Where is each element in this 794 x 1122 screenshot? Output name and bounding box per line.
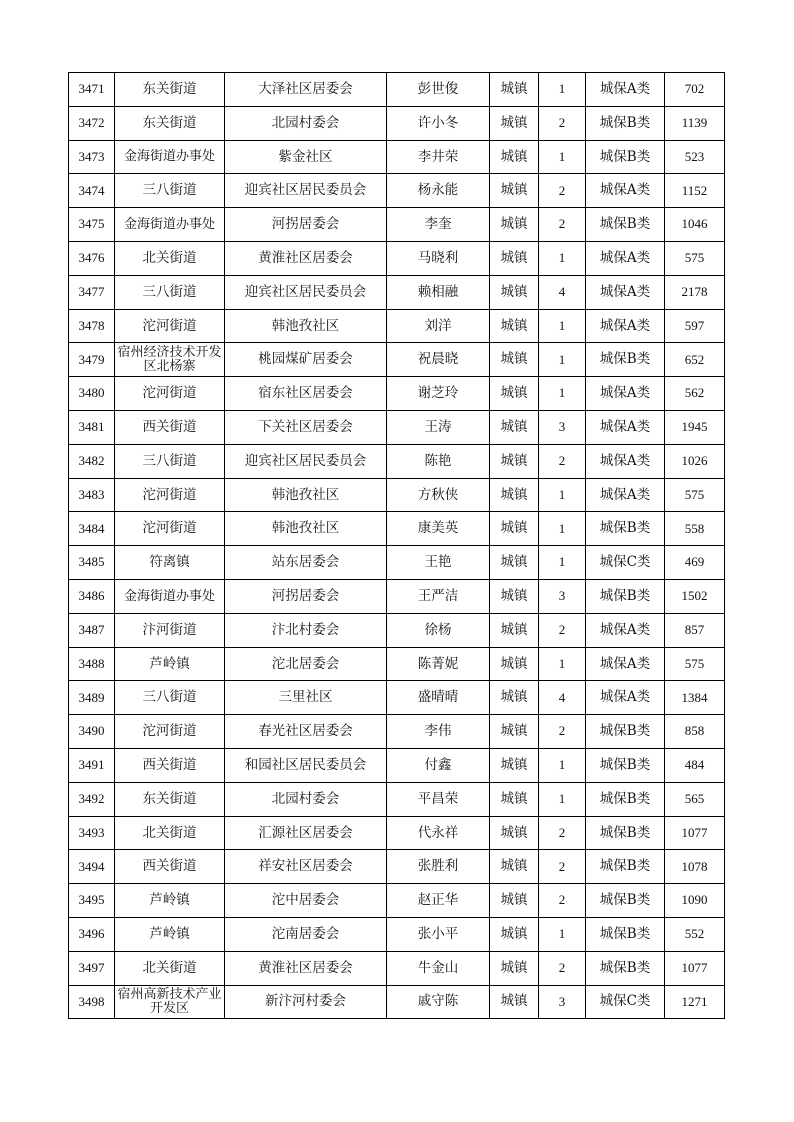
community-cell: 下关社区居委会: [225, 410, 387, 444]
row-id-cell: 3494: [69, 850, 115, 884]
area-type-cell: 城镇: [490, 647, 539, 681]
street-cell: 沱河街道: [115, 478, 225, 512]
street-cell: 汴河街道: [115, 613, 225, 647]
insurance-category-cell: 城保B类: [586, 782, 665, 816]
community-cell: 韩池孜社区: [225, 478, 387, 512]
name-cell: 李奎: [387, 208, 490, 242]
household-count-cell: 1: [539, 140, 586, 174]
street-cell: 沱河街道: [115, 512, 225, 546]
amount-cell: 575: [665, 478, 725, 512]
community-cell: 北园村委会: [225, 782, 387, 816]
household-count-cell: 1: [539, 309, 586, 343]
household-count-cell: 2: [539, 715, 586, 749]
insurance-category-cell: 城保A类: [586, 613, 665, 647]
row-id-cell: 3481: [69, 410, 115, 444]
community-cell: 黄淮社区居委会: [225, 951, 387, 985]
data-table: [68, 72, 725, 1019]
household-count-cell: 4: [539, 275, 586, 309]
community-cell: 韩池孜社区: [225, 309, 387, 343]
insurance-category-cell: 城保B类: [586, 884, 665, 918]
household-count-cell: 1: [539, 917, 586, 951]
community-cell: 祥安社区居委会: [225, 850, 387, 884]
household-count-cell: 1: [539, 241, 586, 275]
name-cell: 平昌荣: [387, 782, 490, 816]
area-type-cell: 城镇: [490, 444, 539, 478]
name-cell: 陈艳: [387, 444, 490, 478]
table-row: [69, 850, 725, 884]
community-cell: 迎宾社区居民委员会: [225, 275, 387, 309]
name-cell: 张小平: [387, 917, 490, 951]
area-type-cell: 城镇: [490, 208, 539, 242]
amount-cell: 562: [665, 377, 725, 411]
area-type-cell: 城镇: [490, 985, 539, 1019]
household-count-cell: 1: [539, 478, 586, 512]
insurance-category-cell: 城保B类: [586, 951, 665, 985]
area-type-cell: 城镇: [490, 106, 539, 140]
insurance-category-cell: 城保B类: [586, 140, 665, 174]
table-row: [69, 275, 725, 309]
table-row: [69, 546, 725, 580]
row-id-cell: 3488: [69, 647, 115, 681]
insurance-category-cell: 城保A类: [586, 681, 665, 715]
insurance-category-cell: 城保C类: [586, 546, 665, 580]
household-count-cell: 2: [539, 106, 586, 140]
table-row: [69, 377, 725, 411]
community-cell: 河拐居委会: [225, 208, 387, 242]
area-type-cell: 城镇: [490, 546, 539, 580]
amount-cell: 1046: [665, 208, 725, 242]
table-row: [69, 343, 725, 377]
insurance-category-cell: 城保B类: [586, 816, 665, 850]
name-cell: 戚守陈: [387, 985, 490, 1019]
name-cell: 康美英: [387, 512, 490, 546]
household-count-cell: 1: [539, 647, 586, 681]
area-type-cell: 城镇: [490, 140, 539, 174]
name-cell: 代永祥: [387, 816, 490, 850]
amount-cell: 575: [665, 241, 725, 275]
amount-cell: 857: [665, 613, 725, 647]
row-id-cell: 3474: [69, 174, 115, 208]
table-row: [69, 512, 725, 546]
street-cell: 宿州高新技术产业开发区: [115, 985, 225, 1019]
amount-cell: 523: [665, 140, 725, 174]
community-cell: 春光社区居委会: [225, 715, 387, 749]
insurance-category-cell: 城保B类: [586, 748, 665, 782]
insurance-category-cell: 城保A类: [586, 309, 665, 343]
insurance-category-cell: 城保B类: [586, 917, 665, 951]
street-cell: 符离镇: [115, 546, 225, 580]
insurance-category-cell: 城保A类: [586, 241, 665, 275]
name-cell: 彭世俊: [387, 73, 490, 107]
row-id-cell: 3482: [69, 444, 115, 478]
community-cell: 沱中居委会: [225, 884, 387, 918]
table-row: [69, 782, 725, 816]
insurance-category-cell: 城保B类: [586, 579, 665, 613]
household-count-cell: 1: [539, 748, 586, 782]
table-row: [69, 917, 725, 951]
area-type-cell: 城镇: [490, 478, 539, 512]
area-type-cell: 城镇: [490, 917, 539, 951]
community-cell: 大泽社区居委会: [225, 73, 387, 107]
name-cell: 赖相融: [387, 275, 490, 309]
insurance-category-cell: 城保B类: [586, 512, 665, 546]
street-cell: 金海街道办事处: [115, 579, 225, 613]
amount-cell: 575: [665, 647, 725, 681]
household-count-cell: 1: [539, 512, 586, 546]
community-cell: 韩池孜社区: [225, 512, 387, 546]
area-type-cell: 城镇: [490, 681, 539, 715]
area-type-cell: 城镇: [490, 309, 539, 343]
street-cell: 西关街道: [115, 850, 225, 884]
insurance-category-cell: 城保A类: [586, 410, 665, 444]
street-cell: 北关街道: [115, 951, 225, 985]
table-row: [69, 579, 725, 613]
street-cell: 西关街道: [115, 410, 225, 444]
area-type-cell: 城镇: [490, 951, 539, 985]
table-row: [69, 309, 725, 343]
insurance-category-cell: 城保A类: [586, 174, 665, 208]
household-count-cell: 2: [539, 444, 586, 478]
street-cell: 芦岭镇: [115, 647, 225, 681]
amount-cell: 2178: [665, 275, 725, 309]
household-count-cell: 1: [539, 782, 586, 816]
area-type-cell: 城镇: [490, 748, 539, 782]
table-row: [69, 951, 725, 985]
name-cell: 赵正华: [387, 884, 490, 918]
amount-cell: 1026: [665, 444, 725, 478]
area-type-cell: 城镇: [490, 275, 539, 309]
table-row: [69, 208, 725, 242]
amount-cell: 1077: [665, 816, 725, 850]
name-cell: 谢芝玲: [387, 377, 490, 411]
area-type-cell: 城镇: [490, 850, 539, 884]
amount-cell: 1139: [665, 106, 725, 140]
table-body: [69, 73, 725, 1019]
insurance-category-cell: 城保B类: [586, 850, 665, 884]
name-cell: 李井荣: [387, 140, 490, 174]
row-id-cell: 3489: [69, 681, 115, 715]
table-row: [69, 715, 725, 749]
row-id-cell: 3475: [69, 208, 115, 242]
table-row: [69, 174, 725, 208]
amount-cell: 469: [665, 546, 725, 580]
name-cell: 付鑫: [387, 748, 490, 782]
row-id-cell: 3473: [69, 140, 115, 174]
household-count-cell: 1: [539, 343, 586, 377]
area-type-cell: 城镇: [490, 410, 539, 444]
household-count-cell: 3: [539, 410, 586, 444]
household-count-cell: 2: [539, 613, 586, 647]
amount-cell: 552: [665, 917, 725, 951]
street-cell: 沱河街道: [115, 715, 225, 749]
name-cell: 许小冬: [387, 106, 490, 140]
name-cell: 刘洋: [387, 309, 490, 343]
household-count-cell: 1: [539, 377, 586, 411]
name-cell: 王艳: [387, 546, 490, 580]
insurance-category-cell: 城保C类: [586, 985, 665, 1019]
name-cell: 徐杨: [387, 613, 490, 647]
amount-cell: 1090: [665, 884, 725, 918]
name-cell: 牛金山: [387, 951, 490, 985]
area-type-cell: 城镇: [490, 816, 539, 850]
area-type-cell: 城镇: [490, 613, 539, 647]
table-row: [69, 106, 725, 140]
amount-cell: 1502: [665, 579, 725, 613]
community-cell: 宿东社区居委会: [225, 377, 387, 411]
insurance-category-cell: 城保B类: [586, 343, 665, 377]
community-cell: 紫金社区: [225, 140, 387, 174]
community-cell: 和园社区居民委员会: [225, 748, 387, 782]
household-count-cell: 3: [539, 579, 586, 613]
row-id-cell: 3480: [69, 377, 115, 411]
name-cell: 盛晴晴: [387, 681, 490, 715]
community-cell: 桃园煤矿居委会: [225, 343, 387, 377]
name-cell: 王严洁: [387, 579, 490, 613]
community-cell: 三里社区: [225, 681, 387, 715]
household-count-cell: 2: [539, 850, 586, 884]
insurance-category-cell: 城保A类: [586, 377, 665, 411]
name-cell: 张胜利: [387, 850, 490, 884]
table-row: [69, 884, 725, 918]
area-type-cell: 城镇: [490, 377, 539, 411]
community-cell: 新汴河村委会: [225, 985, 387, 1019]
table-row: [69, 816, 725, 850]
insurance-category-cell: 城保A类: [586, 73, 665, 107]
street-cell: 三八街道: [115, 275, 225, 309]
name-cell: 陈菁妮: [387, 647, 490, 681]
name-cell: 马晓利: [387, 241, 490, 275]
household-count-cell: 2: [539, 884, 586, 918]
household-count-cell: 1: [539, 546, 586, 580]
table-row: [69, 647, 725, 681]
amount-cell: 702: [665, 73, 725, 107]
insurance-category-cell: 城保B类: [586, 715, 665, 749]
table-row: [69, 241, 725, 275]
name-cell: 王涛: [387, 410, 490, 444]
community-cell: 汇源社区居委会: [225, 816, 387, 850]
amount-cell: 558: [665, 512, 725, 546]
community-cell: 迎宾社区居民委员会: [225, 444, 387, 478]
row-id-cell: 3495: [69, 884, 115, 918]
area-type-cell: 城镇: [490, 884, 539, 918]
area-type-cell: 城镇: [490, 343, 539, 377]
row-id-cell: 3485: [69, 546, 115, 580]
table-row: [69, 73, 725, 107]
street-cell: 东关街道: [115, 106, 225, 140]
street-cell: 芦岭镇: [115, 917, 225, 951]
area-type-cell: 城镇: [490, 579, 539, 613]
row-id-cell: 3497: [69, 951, 115, 985]
insurance-category-cell: 城保A类: [586, 275, 665, 309]
amount-cell: 652: [665, 343, 725, 377]
row-id-cell: 3490: [69, 715, 115, 749]
area-type-cell: 城镇: [490, 174, 539, 208]
table-row: [69, 478, 725, 512]
household-count-cell: 2: [539, 816, 586, 850]
household-count-cell: 3: [539, 985, 586, 1019]
street-cell: 北关街道: [115, 816, 225, 850]
area-type-cell: 城镇: [490, 782, 539, 816]
row-id-cell: 3478: [69, 309, 115, 343]
area-type-cell: 城镇: [490, 715, 539, 749]
street-cell: 东关街道: [115, 782, 225, 816]
table-row: [69, 681, 725, 715]
insurance-category-cell: 城保B类: [586, 106, 665, 140]
row-id-cell: 3493: [69, 816, 115, 850]
row-id-cell: 3486: [69, 579, 115, 613]
street-cell: 金海街道办事处: [115, 208, 225, 242]
amount-cell: 858: [665, 715, 725, 749]
row-id-cell: 3496: [69, 917, 115, 951]
name-cell: 方秋侠: [387, 478, 490, 512]
amount-cell: 1945: [665, 410, 725, 444]
insurance-category-cell: 城保B类: [586, 208, 665, 242]
table-row: [69, 613, 725, 647]
table-row: [69, 444, 725, 478]
area-type-cell: 城镇: [490, 73, 539, 107]
area-type-cell: 城镇: [490, 512, 539, 546]
row-id-cell: 3498: [69, 985, 115, 1019]
row-id-cell: 3477: [69, 275, 115, 309]
amount-cell: 1384: [665, 681, 725, 715]
row-id-cell: 3491: [69, 748, 115, 782]
document-page: [68, 72, 725, 1019]
community-cell: 沱北居委会: [225, 647, 387, 681]
name-cell: 杨永能: [387, 174, 490, 208]
amount-cell: 1152: [665, 174, 725, 208]
amount-cell: 1078: [665, 850, 725, 884]
household-count-cell: 2: [539, 951, 586, 985]
street-cell: 三八街道: [115, 681, 225, 715]
household-count-cell: 4: [539, 681, 586, 715]
community-cell: 北园村委会: [225, 106, 387, 140]
table-row: [69, 985, 725, 1019]
community-cell: 迎宾社区居民委员会: [225, 174, 387, 208]
table-row: [69, 140, 725, 174]
row-id-cell: 3492: [69, 782, 115, 816]
row-id-cell: 3479: [69, 343, 115, 377]
amount-cell: 565: [665, 782, 725, 816]
household-count-cell: 1: [539, 73, 586, 107]
street-cell: 三八街道: [115, 444, 225, 478]
community-cell: 河拐居委会: [225, 579, 387, 613]
street-cell: 宿州经济技术开发区北杨寨: [115, 343, 225, 377]
street-cell: 沱河街道: [115, 377, 225, 411]
amount-cell: 597: [665, 309, 725, 343]
insurance-category-cell: 城保A类: [586, 478, 665, 512]
table-row: [69, 410, 725, 444]
community-cell: 黄淮社区居委会: [225, 241, 387, 275]
name-cell: 祝晨晓: [387, 343, 490, 377]
street-cell: 芦岭镇: [115, 884, 225, 918]
row-id-cell: 3476: [69, 241, 115, 275]
street-cell: 西关街道: [115, 748, 225, 782]
household-count-cell: 2: [539, 174, 586, 208]
name-cell: 李伟: [387, 715, 490, 749]
row-id-cell: 3483: [69, 478, 115, 512]
amount-cell: 484: [665, 748, 725, 782]
area-type-cell: 城镇: [490, 241, 539, 275]
community-cell: 沱南居委会: [225, 917, 387, 951]
amount-cell: 1271: [665, 985, 725, 1019]
insurance-category-cell: 城保A类: [586, 444, 665, 478]
community-cell: 站东居委会: [225, 546, 387, 580]
street-cell: 金海街道办事处: [115, 140, 225, 174]
street-cell: 沱河街道: [115, 309, 225, 343]
row-id-cell: 3472: [69, 106, 115, 140]
community-cell: 汴北村委会: [225, 613, 387, 647]
household-count-cell: 2: [539, 208, 586, 242]
street-cell: 东关街道: [115, 73, 225, 107]
insurance-category-cell: 城保A类: [586, 647, 665, 681]
row-id-cell: 3471: [69, 73, 115, 107]
amount-cell: 1077: [665, 951, 725, 985]
street-cell: 三八街道: [115, 174, 225, 208]
row-id-cell: 3487: [69, 613, 115, 647]
row-id-cell: 3484: [69, 512, 115, 546]
table-row: [69, 748, 725, 782]
street-cell: 北关街道: [115, 241, 225, 275]
